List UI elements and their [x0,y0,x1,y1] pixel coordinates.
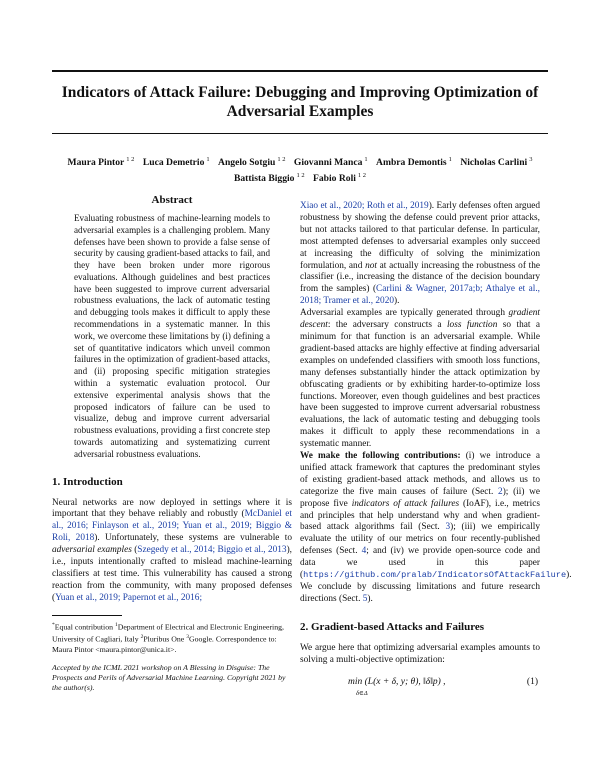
author-name: Ambra Demontis $^1$ [376,156,452,169]
abstract-text: Evaluating robustness of machine-learning models to adversarial examples is a challenging problem. Many defenses have been shown to provide a false sense of security by causing gradient-based attacks to fail, and they have been broken under more rigorous evaluations. Although guidelines and best practices have been suggested to improve current adversarial robustness evaluations, the lack of automatic testing and debugging tools makes it difficult to apply these recommendations in a systematic manner. In this work, we overcome these limitations by (i) defining a set of quantitative indicators which unveil common failures in the optimization of gradient-based attacks, and (ii) proposing specific mitigation strategies within a systematic evaluation protocol. Our extensive experimental analysis shows that the proposed indicators of failure can be used to visualize, debug and improve current adversarial robustness evaluations, providing a first concrete step towards automatizing and systematizing current adversarial robustness evaluations. [74,212,270,459]
citation-link[interactable]: Szegedy et al., 2014; Biggio et al., 2013 [137,545,287,556]
author-affiliation-marker: 1 [206,156,210,163]
citation-link[interactable]: Carlini & Wagner, 2017a;b; Athalye et al., 2018; Tramer et al., 2020 [300,284,541,307]
author-affiliation-marker: 1 2 [277,156,286,163]
equation-subscript: δ∈Δ [356,689,368,697]
section-heading-introduction: 1. Introduction [52,475,123,488]
section-ref-link[interactable]: 5 [362,593,368,604]
author-name: Luca Demetrio $^1$ [142,156,210,169]
author-affiliation-marker: 1 2 [296,172,305,180]
abstract-heading: Abstract [151,194,193,206]
author-name: Nicholas Carlini $^3$ [460,156,533,169]
section-heading-gradient-attacks: 2. Gradient-based Attacks and Failures [300,620,485,633]
author-name: Giovanni Manca $^1$ [293,156,368,169]
equation-number: (1) [526,676,538,687]
author-name: Maura Pintor $^{1 2}$ [67,156,135,169]
author-affiliation-marker: 3 [529,156,533,163]
equation-1 [300,675,540,697]
left-column [52,192,292,693]
author-list [52,153,548,185]
section2-paragraph: We argue here that optimizing adversarial examples amounts to solving a multi-objective optimization: [300,642,540,665]
footnote-rule [52,615,122,616]
equation-body: min (L(x + δ, y; θ), ‖δ‖p) , [348,676,446,687]
intro-paragraph: Neural networks are now deployed in settings where it is important that they behave reliably and robustly (McDaniel et al., 2016; Finlayson et al., 2019; Yuan et al., 2019; Biggio & Roli, 2018). Unfortunately, these systems are vulnerable to adversarial examples (Szegedy et al., 2014; Biggio et al., 2013), i.e., inputs intentionally crafted to mislead machine-learning classifiers at test time. This vulnerability has caused a strong reaction from the community, with many proposed defenses (Yuan et al., 2019; Papernot et al., 2016; [52,497,292,603]
author-affiliation-marker: 1 [364,156,368,163]
section-ref-link[interactable]: 3 [445,522,451,533]
right-column [300,201,572,697]
author-affiliation-marker: 1 [448,156,452,163]
author-name: Battista Biggio $^{1 2}$ [233,172,305,185]
intro-paragraph-continued: Xiao et al., 2020; Roth et al., 2019). Early defenses often argued robustness by showing the defense could prevent prior attacks, but not attacks tailored to that particular defense. In particular, most attempted defenses to adversarial examples only succeed at increasing the difficulty of solving the minimization formulation, and not at actually increasing the robustness of the classifier (i.e., increasing the distance of the decision boundary from the samples) (Carlini & Wagner, 2017a;b; Athalye et al., 2018; Tramer et al., 2020). [300,201,541,307]
paper-title: Indicators of Attack Failure: Debugging and Improving Optimization of Adversarial Examples [61,84,539,120]
citation-link[interactable]: Xiao et al., 2020; Roth et al., 2019 [300,201,429,211]
code-url-link[interactable]: https://github.com/pralab/IndicatorsOfAttackFailure [303,570,567,581]
author-affiliation-marker: 1 2 [126,156,135,163]
title-rule-top [52,70,548,72]
author-name: Fabio Roli $^{1 2}$ [312,172,367,185]
author-name: Angelo Sotgiu $^{1 2}$ [218,156,286,169]
adversarial-examples-paragraph: Adversarial examples are typically generated through gradient descent: the adversary constructs a loss function so that a minimum for that function is an adversarial example. While gradient-based attacks are highly effective at finding adversarial examples on undefended classifiers with smooth loss functions, many defenses substantially hinder the attack optimization by obfuscating gradients or by exhibiting harder-to-optimize loss functions. Moreover, even though guidelines and best practices have been suggested to improve current adversarial robustness evaluations, the lack of automatic testing and debugging tools makes it difficult to apply these recommendations in a systematic manner. [300,308,540,450]
section-ref-link[interactable]: 2 [498,486,503,497]
contributions-paragraph: We make the following contributions: (i) we introduce a unified attack framework that captures the predominant styles of existing gradient-based attack methods, and allows us to categorize the five main causes of failure (Sect. 2); (ii) we propose five indicators of attack failures (IoAF), i.e., metrics and principles that help understand why and when gradient-based attack algorithms fail (Sect. 3); (iii) we empirically evaluate the utility of our metrics on four recently-published defenses (Sect. 4; and (iv) we provide open-source code and data we used in this paper (https://github.com/pralab/IndicatorsOfAttackFailure). We conclude by discussing limitations and future research directions (Sect. 5). [300,451,572,604]
citation-link[interactable]: Yuan et al., 2019; Papernot et al., 2016; [55,592,203,603]
title-rule-bottom [52,133,548,134]
citation-link[interactable]: McDaniel et al., 2016; Finlayson et al., 2019; Yuan et al., 2019; Biggio & Roli, 2018 [52,509,292,544]
author-affiliation-marker: 1 2 [357,172,367,180]
acceptance-note: Accepted by the ICML 2021 workshop on A Blessing in Disguise: The Prospects and Perils of Adversarial Machine Learning. Copyright 2021 by the author(s). [52,662,286,692]
footnote-affiliations: *Equal contribution $^1$Department of Electrical and Electronic Engineering, University of Cagliari, Italy $^2$Pluribus One $^3$Google. Correspondence to: Maura Pintor <maura.pintor@unica.it>. [52,621,284,654]
section-ref-link[interactable]: 4 [361,546,367,557]
